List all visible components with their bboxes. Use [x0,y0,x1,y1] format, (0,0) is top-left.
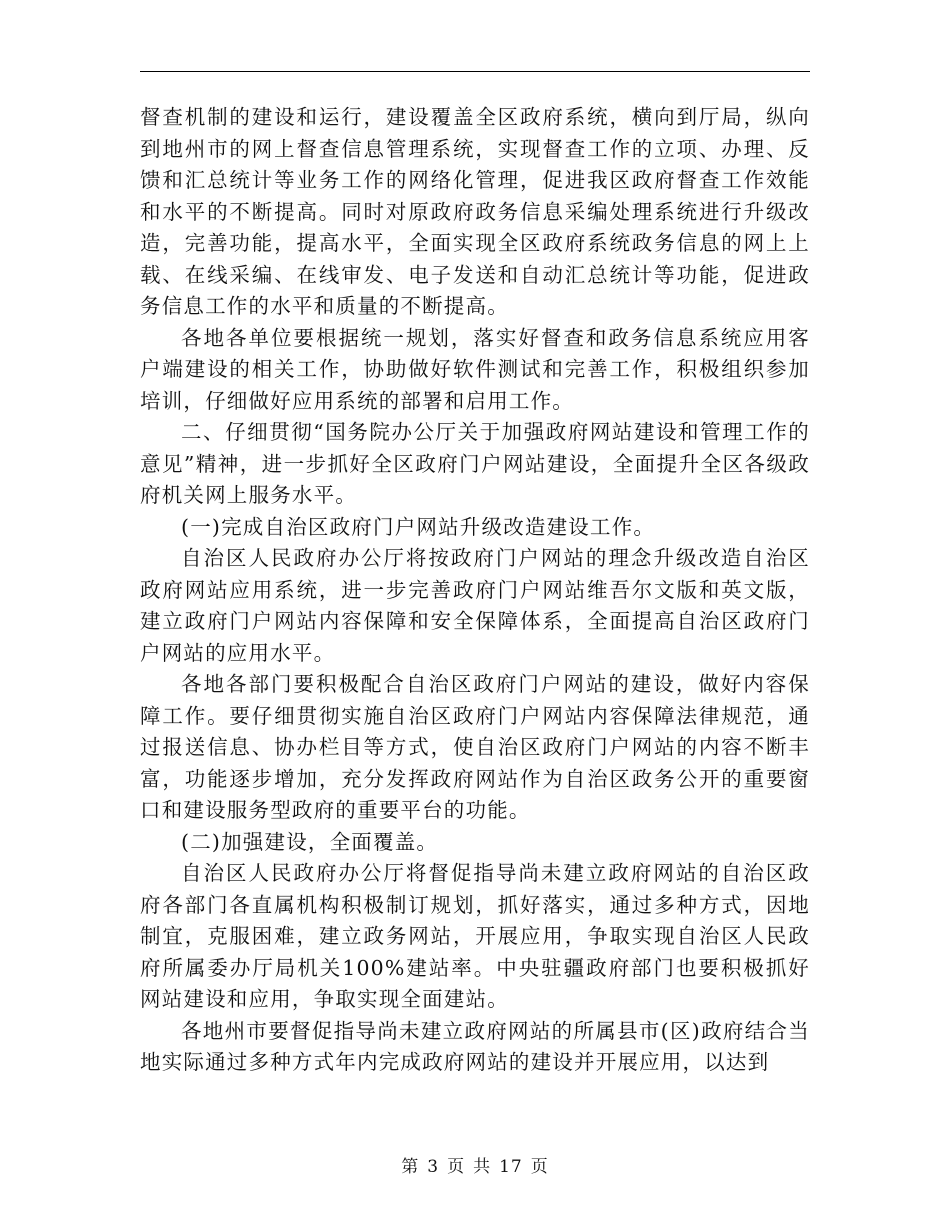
total-page-count: 17 [499,1157,523,1177]
footer-suffix: 页 [530,1157,549,1177]
paragraph-6: 各地各部门要积极配合自治区政府门户网站的建设，做好内容保障工作。要仔细贯彻实施自治区政府门户网站内容保障法律规范，通过报送信息、协办栏目等方式，使自治区政府门户网站的内容不断丰富，功能逐步增加，充分发挥政府网站作为自治区政务公开的重要窗口和建设服务型政府的重要平台的功能。 [140,672,810,822]
footer-prefix: 第 [401,1157,420,1177]
paragraph-2: 各地各单位要根据统一规划，落实好督查和政务信息系统应用客户端建设的相关工作，协助做好软件测试和完善工作，积极组织参加培训，仔细做好应用系统的部署和启用工作。 [140,325,810,413]
paragraph-7: (二)加强建设，全面覆盖。 [181,829,439,854]
paragraph-9: 各地州市要督促指导尚未建立政府网站的所属县市(区)政府结合当地实际通过多种方式年内完成政府网站的建设并开展应用，以达到 [140,1018,810,1074]
footer-total-word: 共 [473,1157,492,1177]
current-page-number: 3 [427,1157,440,1177]
page-footer [0,1152,950,1177]
paragraph-3: 二、仔细贯彻“国务院办公厅关于加强政府网站建设和管理工作的意见”精神，进一步抓好全区政府门户网站建设，全面提升全区各级政府机关网上服务水平。 [140,420,810,507]
footer-page-unit: 页 [447,1157,466,1177]
paragraph-1: 督查机制的建设和运行，建设覆盖全区政府系统，横向到厅局，纵向到地州市的网上督查信息管理系统，实现督查工作的立项、办理、反馈和汇总统计等业务工作的网络化管理，促进我区政府督查工作效能和水平的不断提高。同时对原政府政务信息采编处理系统进行升级改造，完善功能，提高水平，全面实现全区政府系统政务信息的网上上载、在线采编、在线审发、电子发送和自动汇总统计等功能，促进政务信息工作的水平和质量的不断提高。 [140,105,810,318]
paragraph-4: (一)完成自治区政府门户网站升级改造建设工作。 [181,514,656,539]
paragraph-5: 自治区人民政府办公厅将按政府门户网站的理念升级改造自治区政府网站应用系统，进一步完善政府门户网站维吾尔文版和英文版，建立政府门户网站内容保障和安全保障体系，全面提高自治区政府门户网站的应用水平。 [140,546,810,665]
document-body [140,102,810,1079]
paragraph-8: 自治区人民政府办公厅将督促指导尚未建立政府网站的自治区政府各部门各直属机构积极制订规划，抓好落实，通过多种方式，因地制宜，克服困难，建立政务网站，开展应用，争取实现自治区人民政府所属委办厅局机关100%建站率。中央驻疆政府部门也要积极抓好网站建设和应用，争取实现全面建站。 [140,861,810,1011]
header-rule [140,71,810,72]
